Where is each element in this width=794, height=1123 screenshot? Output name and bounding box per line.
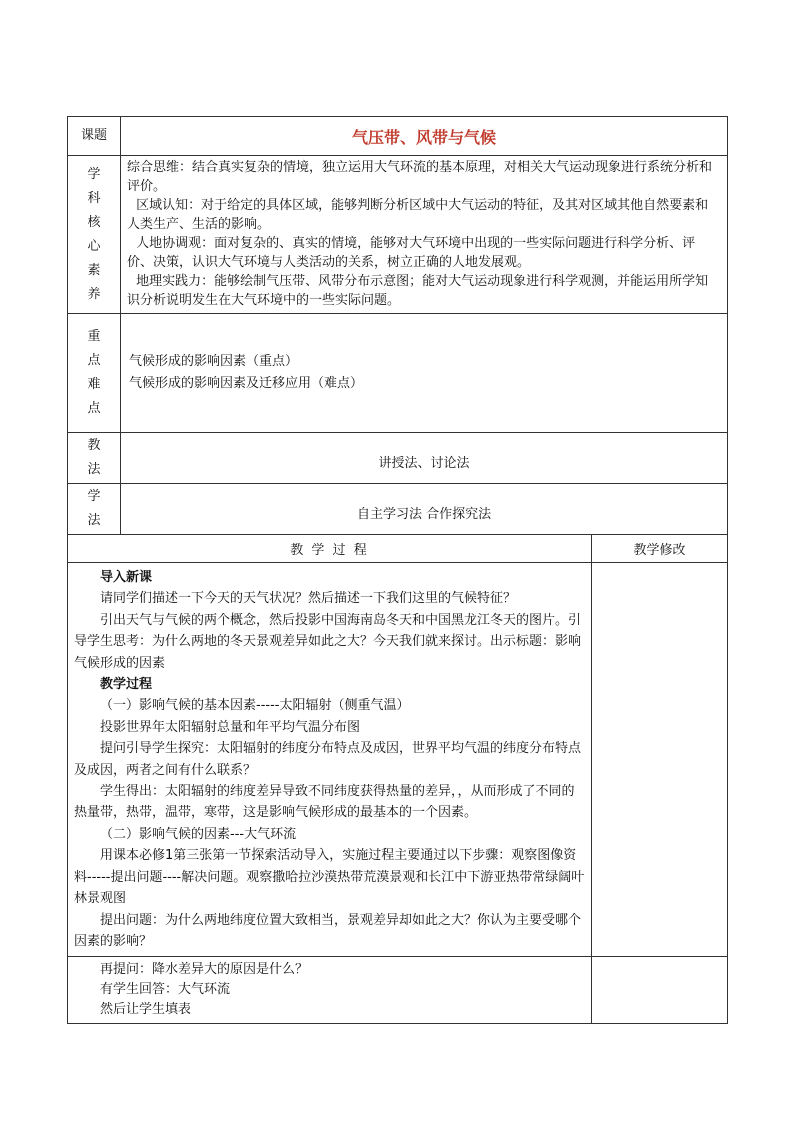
key-point: 气候形成的影响因素及迁移应用（难点）	[129, 376, 364, 391]
literacy-label	[68, 156, 121, 314]
lesson-plan-table	[67, 116, 728, 957]
process-paragraph: 投影世界年太阳辐射总量和年平均气温分布图	[100, 719, 361, 735]
literacy-row	[68, 156, 728, 314]
process-paragraph: （一）影响气候的基本因素-----太阳辐射（侧重气温）	[100, 698, 410, 714]
learn-label-char: 法	[87, 513, 101, 528]
teaching-method-row	[68, 433, 728, 484]
continued-table	[67, 956, 728, 1024]
revision-content	[592, 563, 728, 957]
literacy-label-char: 素	[87, 262, 101, 278]
process-paragraph: （二）影响气候的因素---大气环流	[100, 826, 297, 842]
key-label-char: 点	[87, 401, 101, 416]
key-points-label	[68, 314, 121, 433]
process-paragraph: 提出问题：为什么两地纬度位置大致相当，景观差异却如此之大？你认为主要受哪个因素的影响？	[74, 912, 582, 949]
lesson-title: 气压带、风带与气候	[121, 117, 728, 156]
process-paragraph: 用课本必修1第三张第一节探索活动导入，实施过程主要通过以下步骤：观察图像资料-----提出问题----解决问题。观察撒哈拉沙漠热带荒漠景观和长江中下游亚热带常绿阔叶林景观图	[74, 848, 585, 907]
process-paragraph: 请同学们描述一下今天的天气状况？然后描述一下我们这里的气候特征？	[100, 591, 517, 607]
learning-method-label	[68, 484, 121, 535]
key-label-char: 难	[87, 377, 101, 392]
literacy-content	[121, 156, 728, 314]
process-row	[68, 563, 728, 957]
teaching-process-content	[68, 563, 592, 957]
section-heading: 导入新课	[100, 570, 153, 585]
process-header-row	[68, 535, 728, 563]
literacy-label-char: 学	[87, 166, 101, 182]
method-label-char: 教	[87, 438, 101, 453]
teaching-process-header: 教 学 过 程	[68, 535, 592, 563]
literacy-label-char: 养	[87, 286, 101, 302]
continued-revision-content	[592, 957, 728, 1024]
process-paragraph: 再提问：降水差异大的原因是什么？	[100, 962, 309, 977]
learning-method: 自主学习法 合作探究法	[121, 484, 728, 535]
revision-header: 教学修改	[592, 535, 728, 563]
key-points-content	[121, 314, 728, 433]
literacy-item: 人地协调观：面对复杂的、真实的情境，能够对大气环境中出现的一些实际问题进行科学分析、评价、决策，认识大气环境与人类活动的关系，树立正确的人地发展观。	[127, 236, 696, 270]
topic-label: 课题	[68, 117, 121, 156]
continued-row	[68, 957, 728, 1024]
process-paragraph: 有学生回答：大气环流	[100, 982, 231, 997]
topic-row	[68, 117, 728, 156]
section-heading: 教学过程	[100, 677, 153, 693]
literacy-label-char: 心	[87, 238, 101, 254]
key-point: 气候形成的影响因素（重点）	[129, 354, 299, 369]
process-paragraph: 引出天气与气候的两个概念，然后投影中国海南岛冬天和中国黑龙江冬天的图片。引导学生思考：为什么两地的冬天景观差异如此之大？今天我们就来探讨。出示标题：影响气候形成的因素	[74, 612, 582, 671]
learning-method-row	[68, 484, 728, 535]
literacy-item: 区域认知：对于给定的具体区域，能够判断分析区域中大气运动的特征，及其对区域其他自然要素和人类生产、生活的影响。	[127, 198, 709, 232]
continued-process-content	[68, 957, 592, 1024]
method-label-char: 法	[87, 462, 101, 477]
literacy-item: 综合思维：结合真实复杂的情境，独立运用大气环流的基本原理，对相关大气运动现象进行系统分析和评价。	[127, 160, 713, 194]
teaching-method-label	[68, 433, 121, 484]
process-paragraph: 学生得出：太阳辐射的纬度差异导致不同纬度获得热量的差异，，从而形成了不同的热量带，热带，温带，寒带，这是影响气候形成的最基本的一个因素。	[74, 784, 575, 821]
key-label-char: 重	[87, 329, 101, 344]
literacy-label-char: 核	[87, 214, 101, 230]
key-points-row	[68, 314, 728, 433]
literacy-item: 地理实践力：能够绘制气压带、风带分布示意图；能对大气运动现象进行科学观测，并能运用所学知识分析说明发生在大气环境中的一些实际问题。	[127, 274, 709, 308]
literacy-label-char: 科	[87, 190, 101, 206]
teaching-method: 讲授法、讨论法	[121, 433, 728, 484]
process-paragraph: 然后让学生填表	[100, 1002, 192, 1017]
key-label-char: 点	[87, 353, 101, 368]
learn-label-char: 学	[87, 489, 101, 504]
process-paragraph: 提问引导学生探究：太阳辐射的纬度分布特点及成因，世界平均气温的纬度分布特点及成因，两者之间有什么联系？	[74, 741, 582, 778]
